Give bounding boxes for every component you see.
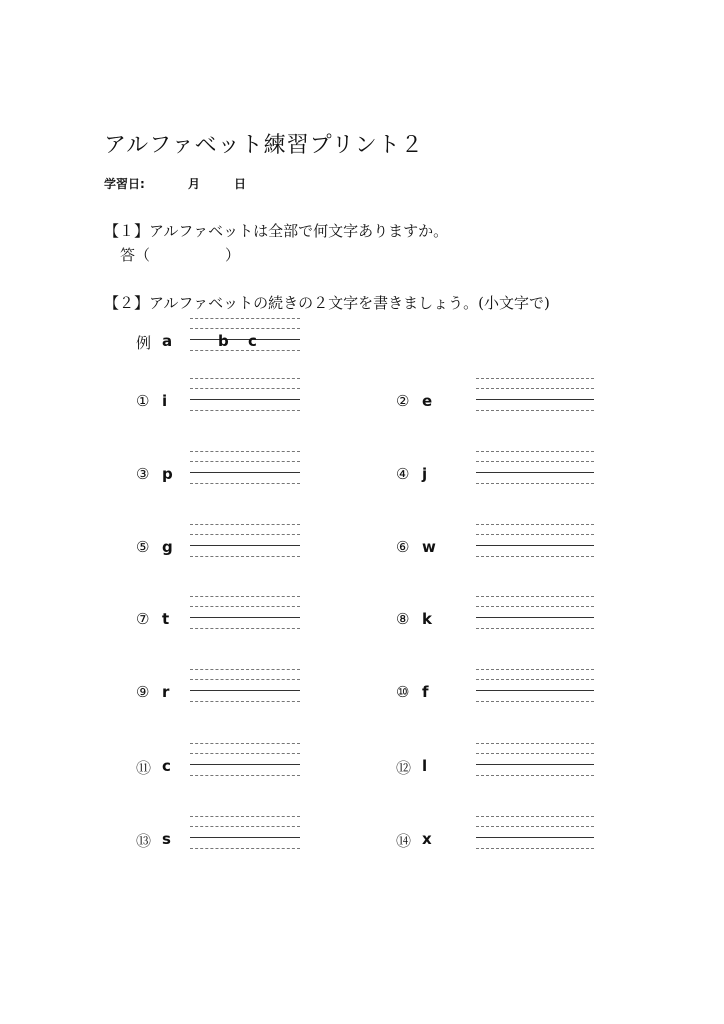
item-letter: e xyxy=(422,392,433,410)
item-number: ⑩ xyxy=(396,683,410,701)
item-number: ③ xyxy=(136,465,150,483)
item-number: ⑭ xyxy=(396,832,412,850)
example-writing-lines xyxy=(190,318,300,354)
month-label: 月 xyxy=(188,177,201,191)
study-date-label: 学習日: xyxy=(104,177,145,191)
exercise-item-8 xyxy=(396,610,696,660)
item-letter: l xyxy=(422,757,428,775)
exercise-item-5 xyxy=(136,538,436,588)
exercise-item-7 xyxy=(136,610,436,660)
writing-lines[interactable] xyxy=(476,669,594,705)
item-number: ⑥ xyxy=(396,538,410,556)
item-number: ⑨ xyxy=(136,683,150,701)
exercise-item-3 xyxy=(136,465,436,515)
day-label: 日 xyxy=(234,177,247,191)
exercise-item-13 xyxy=(136,830,436,880)
item-number: ⑧ xyxy=(396,610,410,628)
item-number: ⑦ xyxy=(136,610,150,628)
question-2: 【２】アルファベットの続きの２文字を書きましょう。(小文字で) xyxy=(104,294,550,312)
writing-lines[interactable] xyxy=(476,596,594,632)
writing-lines[interactable] xyxy=(190,524,300,560)
writing-lines[interactable] xyxy=(476,524,594,560)
item-number: ⑫ xyxy=(396,759,412,777)
exercise-item-6 xyxy=(396,538,696,588)
writing-lines[interactable] xyxy=(190,596,300,632)
writing-lines[interactable] xyxy=(476,743,594,779)
item-number: ① xyxy=(136,392,150,410)
writing-lines[interactable] xyxy=(190,743,300,779)
example-answer-2: c xyxy=(248,332,257,350)
item-number: ④ xyxy=(396,465,410,483)
exercise-item-9 xyxy=(136,683,436,733)
writing-lines[interactable] xyxy=(476,451,594,487)
exercise-item-10 xyxy=(396,683,696,733)
writing-lines[interactable] xyxy=(476,816,594,852)
exercise-item-14 xyxy=(396,830,696,880)
item-letter: g xyxy=(162,538,173,556)
exercise-item-1 xyxy=(136,392,436,442)
page-title: アルファベット練習プリント２ xyxy=(104,133,424,158)
writing-lines[interactable] xyxy=(190,669,300,705)
example-letter: a xyxy=(162,332,173,350)
item-number: ⑤ xyxy=(136,538,150,556)
item-number: ② xyxy=(396,392,410,410)
question-1: 【１】アルファベットは全部で何文字ありますか。 xyxy=(104,222,449,240)
writing-lines[interactable] xyxy=(190,378,300,414)
item-number: ⑬ xyxy=(136,832,152,850)
writing-lines[interactable] xyxy=(476,378,594,414)
example-item xyxy=(136,332,436,382)
example-answer-1: b xyxy=(218,332,229,350)
item-letter: j xyxy=(422,465,428,483)
item-letter: w xyxy=(422,538,436,556)
item-letter: r xyxy=(162,683,170,701)
item-letter: k xyxy=(422,610,432,628)
item-letter: f xyxy=(422,683,429,701)
example-label: 例 xyxy=(136,334,152,352)
item-letter: t xyxy=(162,610,170,628)
item-letter: i xyxy=(162,392,168,410)
item-letter: p xyxy=(162,465,173,483)
writing-lines[interactable] xyxy=(190,451,300,487)
exercise-item-4 xyxy=(396,465,696,515)
item-letter: x xyxy=(422,830,432,848)
item-letter: c xyxy=(162,757,171,775)
item-number: ⑪ xyxy=(136,759,152,777)
item-letter: s xyxy=(162,830,171,848)
writing-lines[interactable] xyxy=(190,816,300,852)
exercise-item-2 xyxy=(396,392,696,442)
exercise-item-11 xyxy=(136,757,436,807)
exercise-item-12 xyxy=(396,757,696,807)
question-1-answer[interactable]: 答（ ） xyxy=(120,246,241,264)
